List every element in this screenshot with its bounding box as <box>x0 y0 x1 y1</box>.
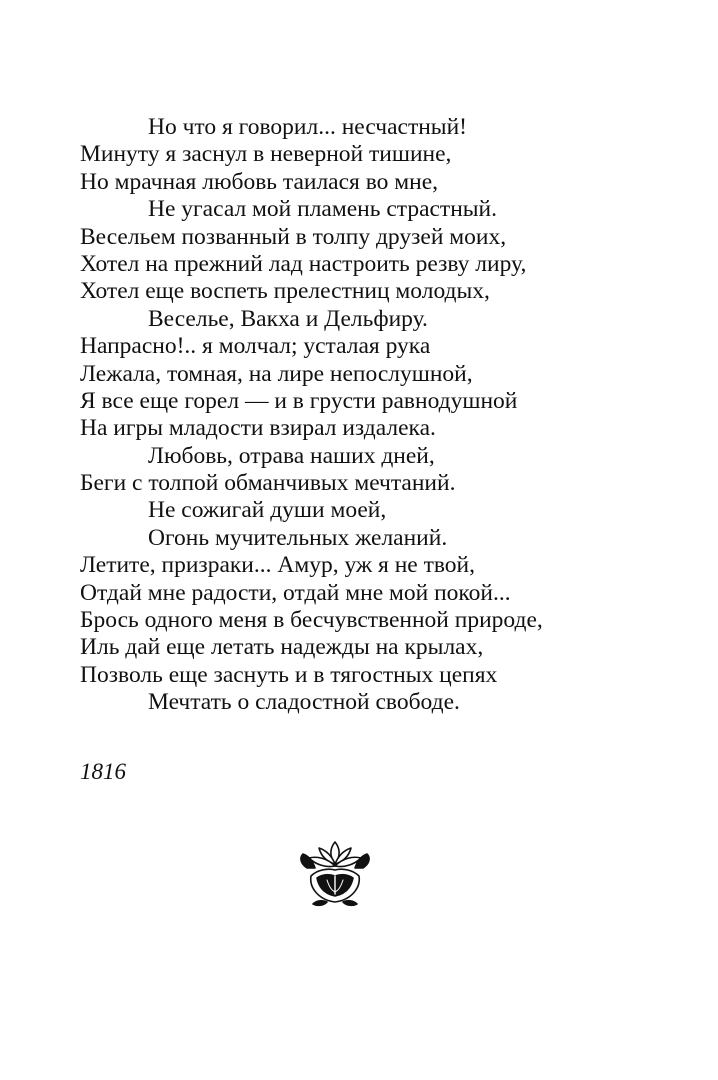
poem-date: 1816 <box>80 759 126 784</box>
poem-line: Любовь, отрава наших дней, <box>148 442 435 469</box>
poem-line: Беги с толпой обманчивых мечтаний. <box>80 470 456 497</box>
poem-line: Минуту я заснул в неверной тишине, <box>80 141 452 168</box>
poem-line: Огонь мучительных желаний. <box>148 524 448 551</box>
poem-line: Летите, призраки... Амур, уж я не твой, <box>80 552 475 579</box>
poem-line: Весельем позванный в толпу друзей моих, <box>80 223 507 250</box>
poem-text <box>80 114 680 717</box>
poem-line: Мечтать о сладостной свободе. <box>148 689 460 716</box>
poem-line: Хотел на прежний лад настроить резву лиру, <box>80 250 527 277</box>
poem-line: Иль дай еще летать надежды на крылах, <box>80 634 484 661</box>
poem-line: Веселье, Вакха и Дельфиру. <box>148 305 428 332</box>
poem-line: Я все еще горел — и в грусти равнодушной <box>80 387 518 414</box>
poem-line: Отдай мне радости, отдай мне мой покой... <box>80 579 511 606</box>
poem-line: Позволь еще заснуть и в тягостных цепях <box>80 661 498 688</box>
flower-ornament-icon <box>297 836 373 908</box>
poem-line: На игры младости взирал издалека. <box>80 415 436 442</box>
poem-line: Не угасал мой пламень страстный. <box>148 196 498 223</box>
poem-line: Но мрачная любовь таилася во мне, <box>80 168 439 195</box>
poem-line: Не сожигай души моей, <box>148 497 387 524</box>
poem-line: Лежала, томная, на лире непослушной, <box>80 360 473 387</box>
poem-line: Но что я говорил... несчастный! <box>148 114 467 140</box>
poem-line: Хотел еще воспеть прелестниц молодых, <box>80 278 490 305</box>
poem-line: Напрасно!.. я молчал; усталая рука <box>80 333 431 360</box>
poem-line: Брось одного меня в бесчувственной природе, <box>80 607 543 634</box>
